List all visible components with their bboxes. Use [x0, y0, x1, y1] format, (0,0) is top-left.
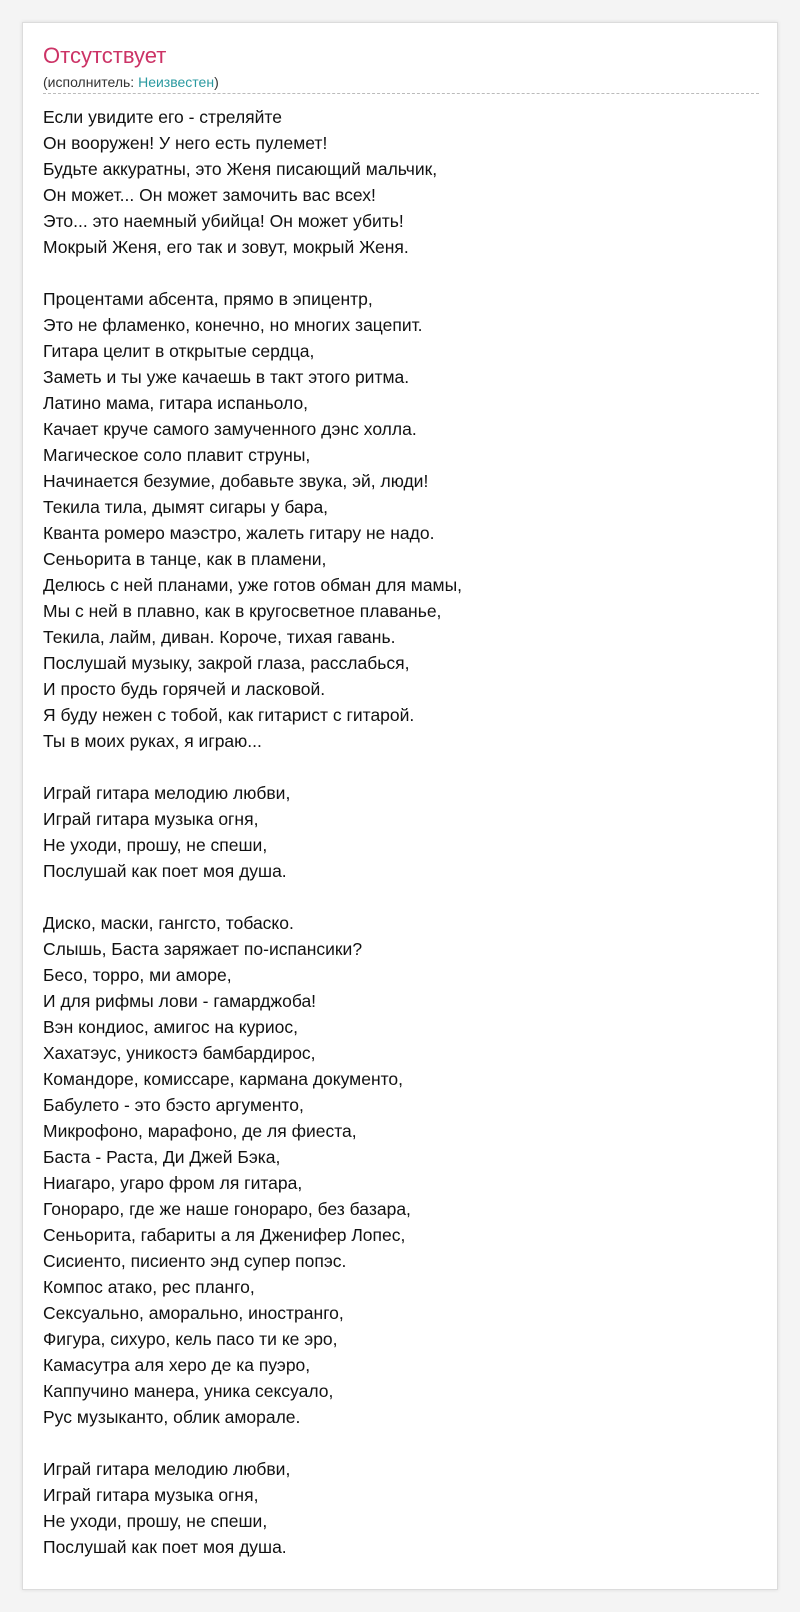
- artist-line: [43, 73, 219, 91]
- artist-suffix: ): [214, 74, 219, 90]
- song-title: Отсутствует: [43, 43, 167, 68]
- lyrics-card: [22, 22, 778, 1590]
- divider: [43, 93, 759, 94]
- lyrics-text: Если увидите его - стреляйте Он вооружен! У него есть пулемет! Будьте аккуратны, это Женя писающий мальчик, Он может... Он может замочить вас всех! Это... это наемный убийца! Он может убить! Мокрый Женя, его так и зовут, мокрый Женя. Процентами абсента, прямо в эпицентр, Это не фламенко, конечно, но многих зацепит. Гитара целит в открытые сердца, Заметь и ты уже качаешь в такт этого ритма. Латино мама, гитара испаньоло, Качает круче самого замученного дэнс холла. Магическое соло плавит струны, Начинается безумие, добавьте звука, эй, люди! Текила тила, дымят сигары у бара, Кванта ромеро маэстро, жалеть гитару не надо. Сеньорита в танце, как в пламени, Делюсь с ней планами, уже готов обман для мамы, Мы с ней в плавно, как в кругосветное плаванье, Текила, лайм, диван. Короче, тихая гавань. Послушай музыку, закрой глаза, расслабься, И просто будь горячей и ласковой. Я буду нежен с тобой, как гитарист с гитарой. Ты в моих руках, я играю... Играй гитара мелодию любви, Играй гитара музыка огня, Не уходи, прошу, не спеши, Послушай как поет моя душа. Диско, маски, гангсто, тобаско. Слышь, Баста заряжает по-испансики? Бесо, торро, ми аморе, И для рифмы лови - гамарджоба! Вэн кондиос, амигос на куриос, Хахатэус, уникостэ бамбардирос, Командоре, комиссаре, кармана документо, Бабулето - это бэсто аргументо, Микрофоно, марафоно, де ля фиеста, Баста - Раста, Ди Джей Бэка, Ниагаро, угаро фром ля гитара, Гонораро, где же наше гонораро, без базара, Сеньорита, габариты а ля Дженифер Лопес, Сисиенто, писиенто энд супер попэс. Компос атако, рес планго, Сексуально, аморально, иностранго, Фигура, сихуро, кель пасо ти ке эро, Камасутра аля херо де ка пуэро, Каппучино манера, уника сексуало, Рус музыканто, облик аморале. Играй гитара мелодию любви, Играй гитара музыка огня, Не уходи, прошу, не спеши, Послушай как поет моя душа.: [43, 107, 463, 1557]
- artist-prefix: (исполнитель:: [43, 74, 139, 90]
- artist-link[interactable]: Неизвестен: [138, 74, 215, 90]
